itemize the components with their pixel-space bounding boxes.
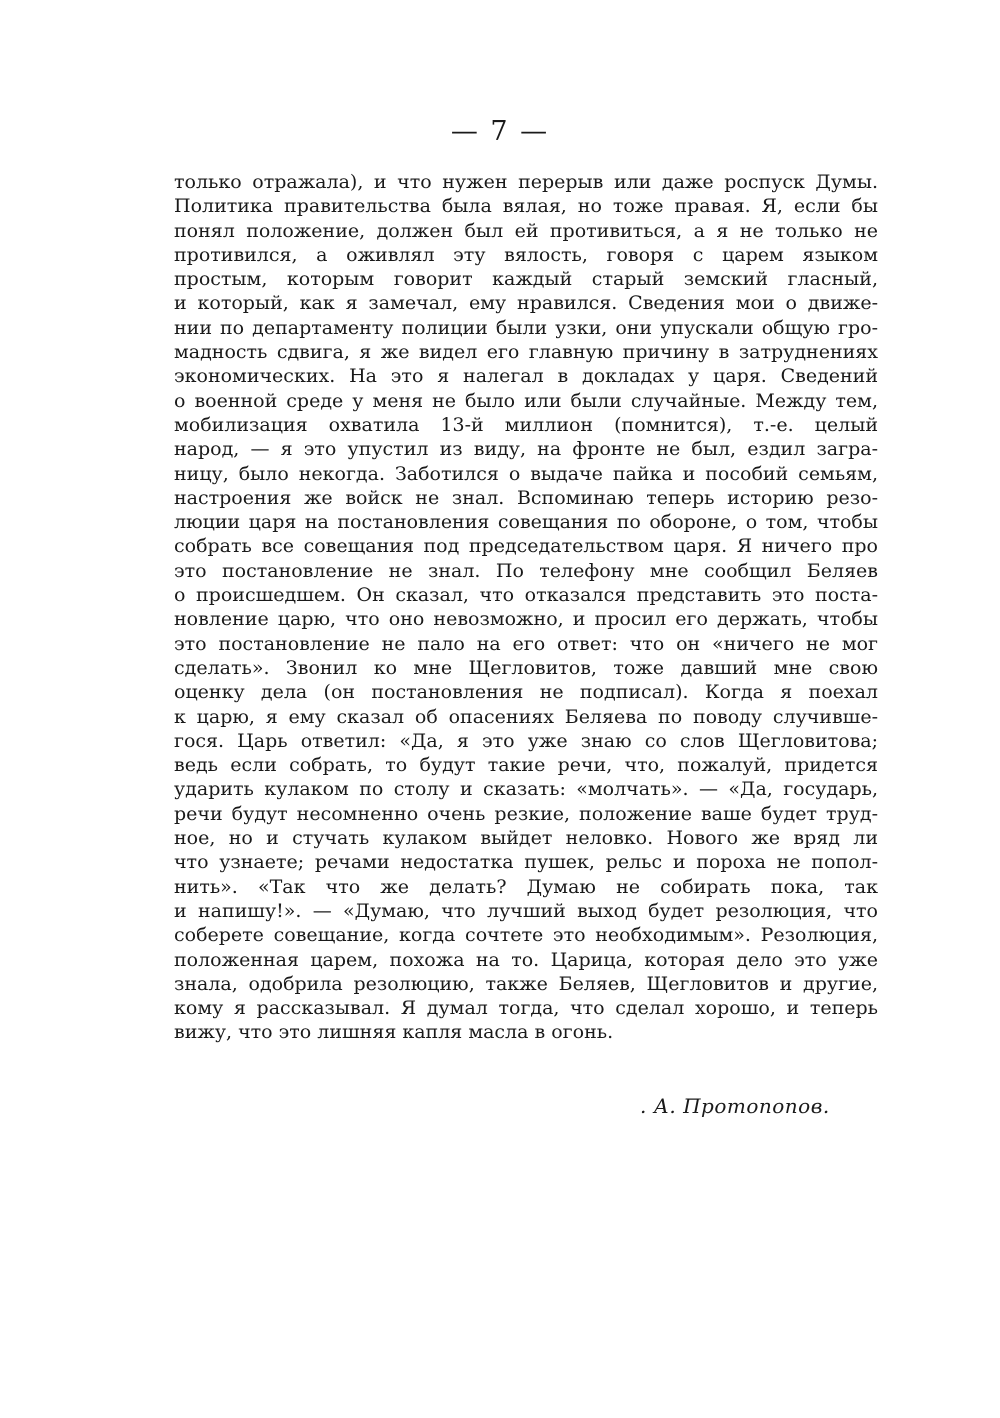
text-line: ведь если собрать, то будут такие речи, что, пожалуй, придется (174, 754, 878, 777)
text-line: народ, — я это упустил из виду, на фронте не был, ездил загра- (174, 438, 878, 461)
text-line: мобилизация охватила 13-й миллион (помнится), т.-е. целый (174, 413, 878, 436)
author-signature: . А. Протопопов. (640, 1094, 830, 1118)
text-line: только отражала), и что нужен перерыв или даже роспуск Думы. (174, 171, 878, 193)
text-line: ударить кулаком по столу и сказать: «молчать». — «Да, государь, (174, 778, 878, 801)
text-line: сделать». Звонил ко мне Щегловитов, тоже давший мне свою (174, 656, 878, 679)
text-line-last: вижу, что это лишняя капля масла в огонь. (174, 1021, 614, 1044)
text-line: знала, одобрила резолюцию, также Беляев, Щегловитов и другие, (174, 972, 878, 995)
text-line: это постановление не пало на его ответ: что он «ничего не мог (174, 632, 878, 655)
text-line: и который, как я замечал, ему нравился. Сведения мои о движе- (174, 292, 878, 315)
text-line: что узнаете; речами недостатка пушек, рельс и пороха не попол- (174, 851, 878, 874)
text-line: оценку дела (он постановления не подписал). Когда я поехал (174, 681, 878, 704)
text-line: ницу, было некогда. Заботился о выдаче пайка и пособий семьям, (174, 462, 878, 485)
page-number: — 7 — (450, 116, 550, 147)
body-text (174, 170, 878, 1045)
text-line: положенная царем, похожа на то. Царица, которая дело это уже (174, 948, 878, 971)
text-line: речи будут несомненно очень резкие, положение ваше будет труд- (174, 802, 878, 825)
text-line: Политика правительства была вялая, но тоже правая. Я, если бы (174, 195, 878, 218)
text-line: нии по департаменту полиции были узки, они упускали общую гро- (174, 316, 878, 339)
text-line: соберете совещание, когда сочтете это необходимым». Резолюция, (174, 924, 878, 947)
text-line: о происшедшем. Он сказал, что отказался представить это поста- (174, 584, 878, 607)
text-line: экономических. На это я налегал в докладах у царя. Сведений (174, 365, 878, 388)
text-line: кому я рассказывал. Я думал тогда, что сделал хорошо, и теперь (174, 997, 878, 1020)
text-line: люции царя на постановления совещания по обороне, о том, чтобы (174, 511, 878, 534)
text-line: противился, а оживлял эту вялость, говоря с царем языком (174, 243, 878, 266)
text-line: понял положение, должен был ей противиться, а я не только не (174, 219, 878, 242)
text-line: о военной среде у меня не было или были случайные. Между тем, (174, 389, 878, 412)
text-line: и напишу!». — «Думаю, что лучший выход будет резолюция, что (174, 899, 878, 922)
text-line: это постановление не знал. По телефону мне сообщил Беляев (174, 559, 878, 582)
text-line: настроения же войск не знал. Вспоминаю теперь историю резо- (174, 486, 878, 509)
text-line: гося. Царь ответил: «Да, я это уже знаю со слов Щегловитова; (174, 729, 878, 752)
text-line: собрать все совещания под председательством царя. Я ничего про (174, 535, 878, 558)
text-line: новление царю, что оно невозможно, и просил его держать, чтобы (174, 608, 878, 631)
text-line: ное, но и стучать кулаком выйдет неловко. Нового же вряд ли (174, 827, 878, 850)
text-line: мадность сдвига, я же видел его главную причину в затруднениях (174, 341, 878, 364)
text-line: простым, которым говорит каждый старый земский гласный, (174, 268, 878, 291)
text-line: нить». «Так что же делать? Думаю не собирать пока, так (174, 875, 878, 898)
text-line: к царю, я ему сказал об опасениях Беляева по поводу случивше- (174, 705, 878, 728)
